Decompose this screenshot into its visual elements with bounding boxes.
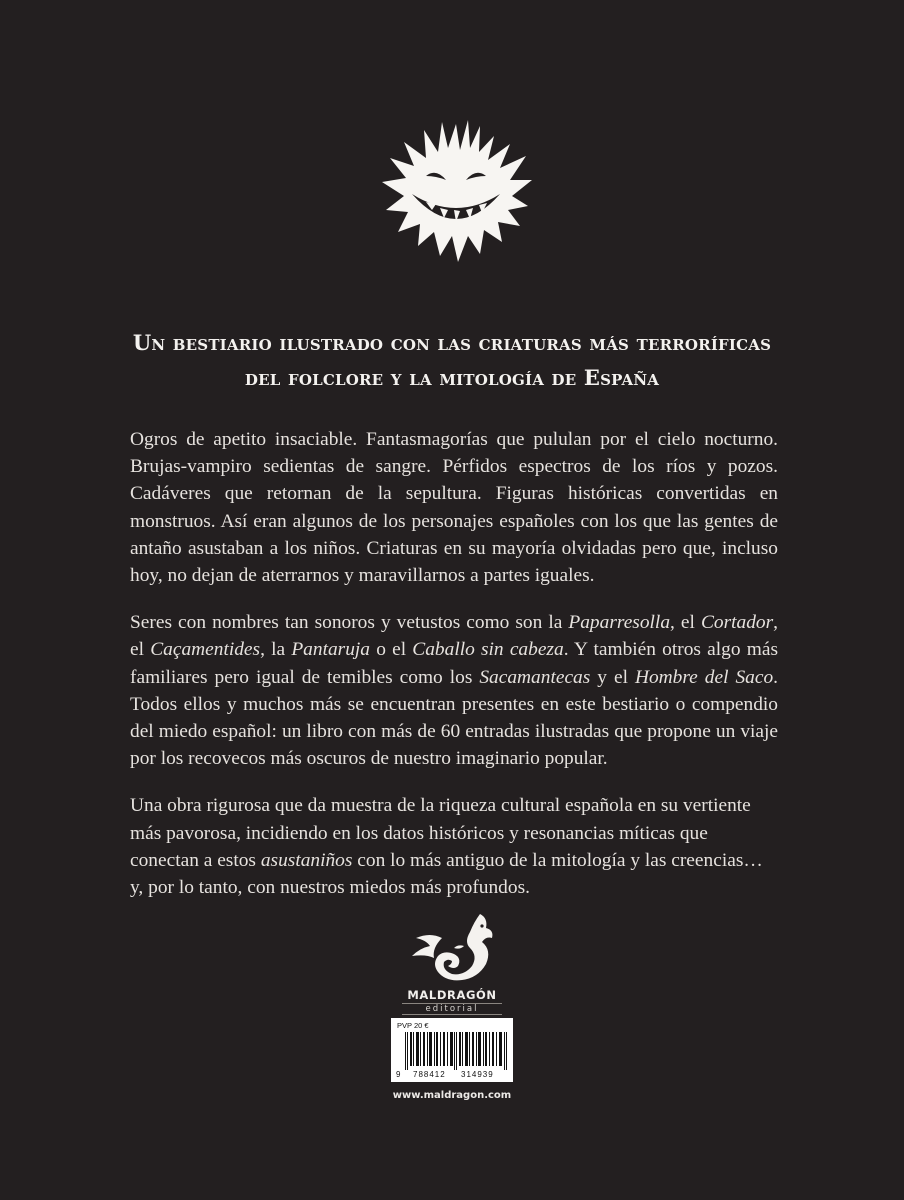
price-label: PVP 20 € (397, 1021, 429, 1030)
headline-line-2: del folclore y la mitología de España (244, 365, 660, 390)
headline-line-1: Un bestiario ilustrado con las criaturas más terroríficas (132, 330, 772, 355)
dragon-logo-icon (402, 908, 502, 988)
isbn-group-2: 314939 (461, 1070, 494, 1079)
synopsis-paragraph-1: Ogros de apetito insaciable. Fantasmagorías que pululan por el cielo nocturno. Brujas-vampiro sedientas de sangre. Pérfidos espectros de los ríos y pozos. Cadáveres que retornan de la sepultura. Figuras históricas convertidas en monstruos. Así eran algunos de los personajes españoles con los que las gentes de antaño asustaban a los niños. Criaturas en su mayoría olvidadas pero que, incluso hoy, no dejan de aterrarnos y maravillarnos a partes iguales. (130, 429, 778, 587)
back-cover-headline (60, 325, 844, 395)
synopsis-paragraph-3: Una obra rigurosa que da muestra de la riqueza cultural española en su vertiente más pavorosa, incidiendo en los datos históricos y resonancias míticas que conectan a estos asustaniños con lo más antiguo de la mitología y las creencias… y, por lo tanto, con nuestros miedos más profundos. (130, 795, 763, 899)
publisher-name: MALDRAGÓN (407, 988, 497, 1002)
publisher-subtitle: editorial (402, 1003, 502, 1015)
grinning-monster-icon (376, 110, 536, 270)
isbn-group-1: 788412 (413, 1070, 446, 1079)
publisher-website: www.maldragon.com (392, 1090, 512, 1101)
isbn-prefix: 9 (396, 1070, 401, 1079)
synopsis (130, 426, 778, 921)
isbn-barcode (391, 1018, 513, 1082)
barcode-bars (405, 1032, 507, 1070)
synopsis-paragraph-2: Seres con nombres tan sonoros y vetustos como son la Paparresolla, el Cortador, el Caçamentides, la Pantaruja o el Caballo sin cabeza. Y también otros algo más familiares pero igual de temibles como los Sacamantecas y el Hombre del Saco. Todos ellos y muchos más se encuentran presentes en este bestiario o compendio del miedo español: un libro con más de 60 entradas ilustradas que propone un viaje por los recovecos más oscuros de nuestro imaginario popular. (130, 612, 778, 770)
